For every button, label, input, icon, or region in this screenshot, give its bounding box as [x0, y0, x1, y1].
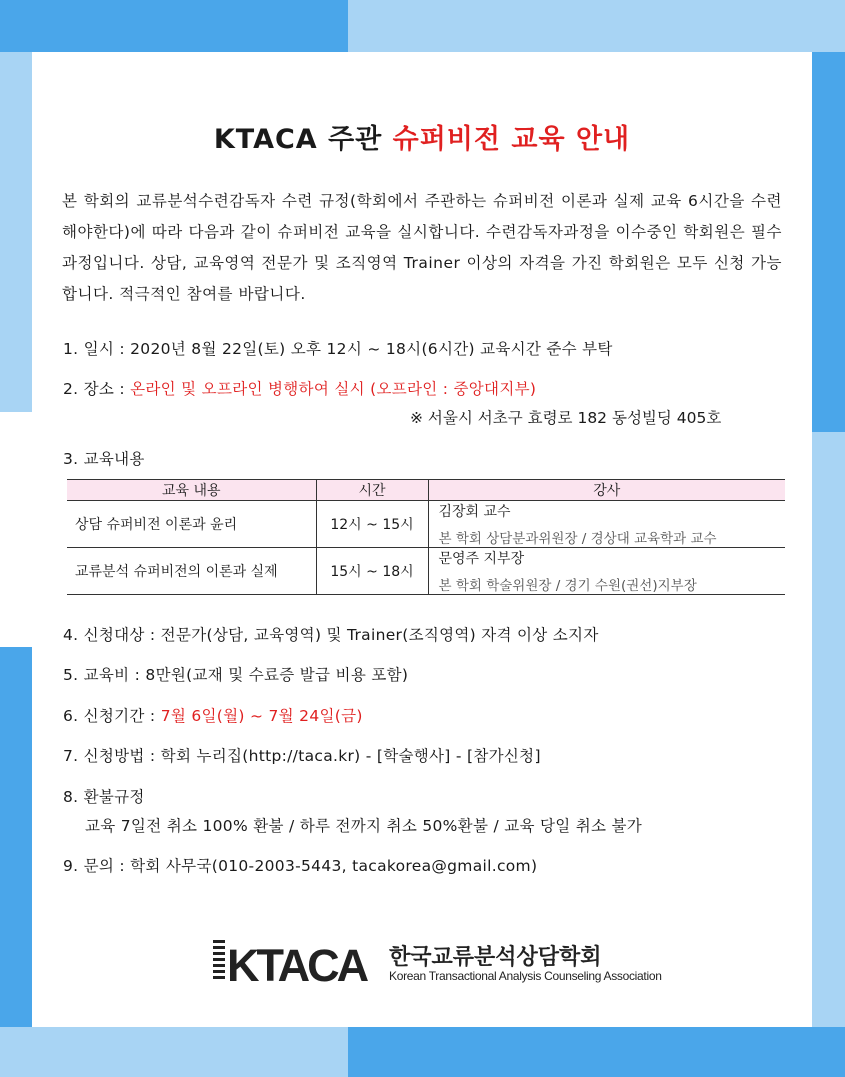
frame-band [0, 412, 32, 647]
item-content-heading: 3. 교육내용 [63, 450, 145, 468]
logo-stripes-icon [213, 940, 225, 982]
item-schedule: 1. 일시 : 2020년 8월 22일(토) 오후 12시 ~ 18시(6시간) 교육시간 준수 부탁 [63, 340, 613, 358]
table-cell-time: 12시 ~ 15시 [316, 501, 428, 548]
instructor-role: 본 학회 학술위원장 / 경기 수원(권선)지부장 [438, 578, 697, 594]
frame-band [0, 647, 32, 1077]
item-refund: 8. 환불규정 [63, 788, 145, 806]
table-header-cell: 시간 [316, 480, 428, 501]
item-location-label: 2. 장소 : [63, 380, 131, 398]
table-row [67, 548, 785, 595]
item-location [63, 377, 536, 399]
table-cell-content: 상담 슈퍼비전 이론과 윤리 [67, 501, 316, 548]
title-org: KTACA 주관 [213, 124, 383, 155]
instructor-name: 문영주 지부장 [438, 551, 525, 567]
organization-logo [213, 936, 662, 991]
table-header-cell: 강사 [428, 480, 785, 501]
refund-detail: 교육 7일전 취소 100% 환불 / 하루 전까지 취소 50%환불 / 교육 당일 취소 불가 [85, 817, 643, 835]
table-cell-content: 교류분석 슈퍼비전의 이론과 실제 [67, 548, 316, 595]
logo-mark: KTACA [227, 940, 367, 991]
frame-band [0, 52, 32, 412]
frame-band [0, 0, 348, 52]
frame-band [812, 432, 845, 1077]
table-cell-time: 15시 ~ 18시 [316, 548, 428, 595]
intro-paragraph: 본 학회의 교류분석수련감독자 수련 규정(학회에서 주관하는 슈퍼비전 이론과 실제 교육 6시간을 수련해야한다)에 따라 다음과 같이 슈퍼비전 교육을 실시합니다. 수련감독자과정을 이수중인 학회원은 필수 과정입니다. 상담, 교육영역 전문가 및 조직영역 Trainer 이상의 자격을 가진 학회원은 모두 신청 가능합니다. 적극적인 참여를 바랍니다. [62, 192, 782, 303]
logo-korean-name: 한국교류분석상담학회 [389, 945, 602, 970]
table-header-row [67, 480, 785, 501]
item-eligibility: 4. 신청대상 : 전문가(상담, 교육영역) 및 Trainer(조직영역) 자격 이상 소지자 [63, 626, 599, 644]
table-cell-instructor [428, 501, 785, 548]
title-highlight: 슈퍼비전 교육 안내 [392, 124, 631, 155]
schedule-table [67, 479, 785, 595]
table-cell-instructor [428, 548, 785, 595]
table-header-cell: 교육 내용 [67, 480, 316, 501]
item-contact: 9. 문의 : 학회 사무국(010-2003-5443, tacakorea@gmail.com) [63, 857, 538, 875]
page-title [32, 117, 812, 156]
item-period-value: 7월 6일(월) ~ 7월 24일(금) [160, 707, 363, 725]
item-period [63, 704, 363, 726]
item-fee: 5. 교육비 : 8만원(교재 및 수료증 발급 비용 포함) [63, 666, 409, 684]
frame-band [0, 1027, 348, 1077]
item-method: 7. 신청방법 : 학회 누리집(http://taca.kr) - [학술행사] - [참가신청] [63, 747, 541, 765]
table-row [67, 501, 785, 548]
frame-band [348, 1027, 845, 1077]
frame-band [348, 0, 845, 52]
frame-band [812, 52, 845, 432]
item-period-label: 6. 신청기간 : [63, 707, 161, 725]
location-address: ※ 서울시 서초구 효령로 182 동성빌딩 405호 [410, 409, 722, 427]
instructor-role: 본 학회 상담분과위원장 / 경상대 교육학과 교수 [438, 531, 717, 547]
item-location-value: 온라인 및 오프라인 병행하여 실시 (오프라인 : 중앙대지부) [130, 380, 537, 398]
logo-english-name: Korean Transactional Analysis Counseling Association [389, 969, 662, 983]
instructor-name: 김장회 교수 [438, 504, 511, 520]
